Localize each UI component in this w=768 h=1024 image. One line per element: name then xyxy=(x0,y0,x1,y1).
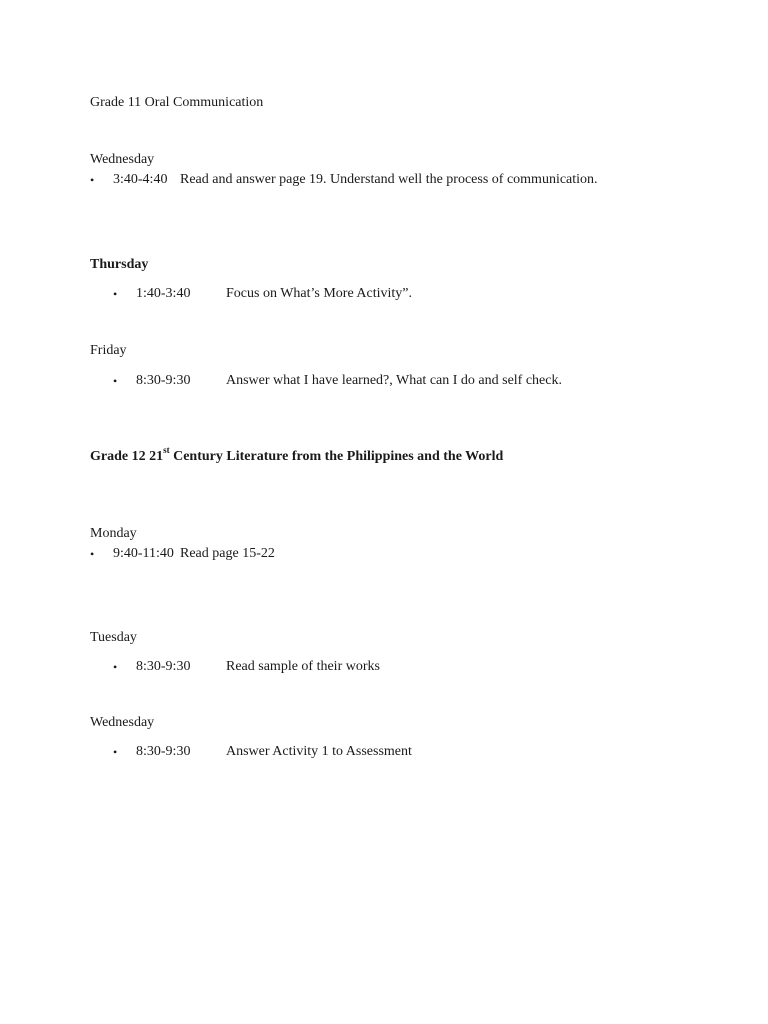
section-title-grade-11: Grade 11 Oral Communication xyxy=(90,95,264,110)
bullet-icon: • xyxy=(113,745,118,759)
section-title-superscript: st xyxy=(163,445,170,456)
item-time: 9:40-11:40 xyxy=(113,546,174,561)
item-task: Focus on What’s More Activity”. xyxy=(226,286,412,301)
day-heading-thursday: Thursday xyxy=(90,257,149,272)
day-heading-tuesday: Tuesday xyxy=(90,630,137,645)
item-task: Read and answer page 19. Understand well the process of communication. xyxy=(180,172,598,187)
bullet-icon: • xyxy=(113,374,118,388)
item-task: Answer Activity 1 to Assessment xyxy=(226,744,412,759)
item-time: 8:30-9:30 xyxy=(136,659,191,674)
item-task: Read sample of their works xyxy=(226,659,380,674)
section-title-prefix: Grade 12 21 xyxy=(90,449,164,464)
bullet-icon: • xyxy=(113,660,118,674)
day-heading-monday: Monday xyxy=(90,526,137,541)
item-time: 3:40-4:40 xyxy=(113,172,168,187)
section-title-grade-12 xyxy=(90,445,504,466)
day-heading-wednesday: Wednesday xyxy=(90,152,155,167)
item-time: 8:30-9:30 xyxy=(136,744,191,759)
day-heading-friday: Friday xyxy=(90,343,127,358)
section-title-suffix: Century Literature from the Philippines and the World xyxy=(169,449,504,464)
item-task: Read page 15-22 xyxy=(180,546,275,561)
bullet-icon: • xyxy=(90,173,95,187)
item-task: Answer what I have learned?, What can I do and self check. xyxy=(226,373,562,388)
bullet-icon: • xyxy=(90,547,95,561)
item-time: 1:40-3:40 xyxy=(136,286,191,301)
day-heading-wednesday-2: Wednesday xyxy=(90,715,155,730)
item-time: 8:30-9:30 xyxy=(136,373,191,388)
bullet-icon: • xyxy=(113,287,118,301)
